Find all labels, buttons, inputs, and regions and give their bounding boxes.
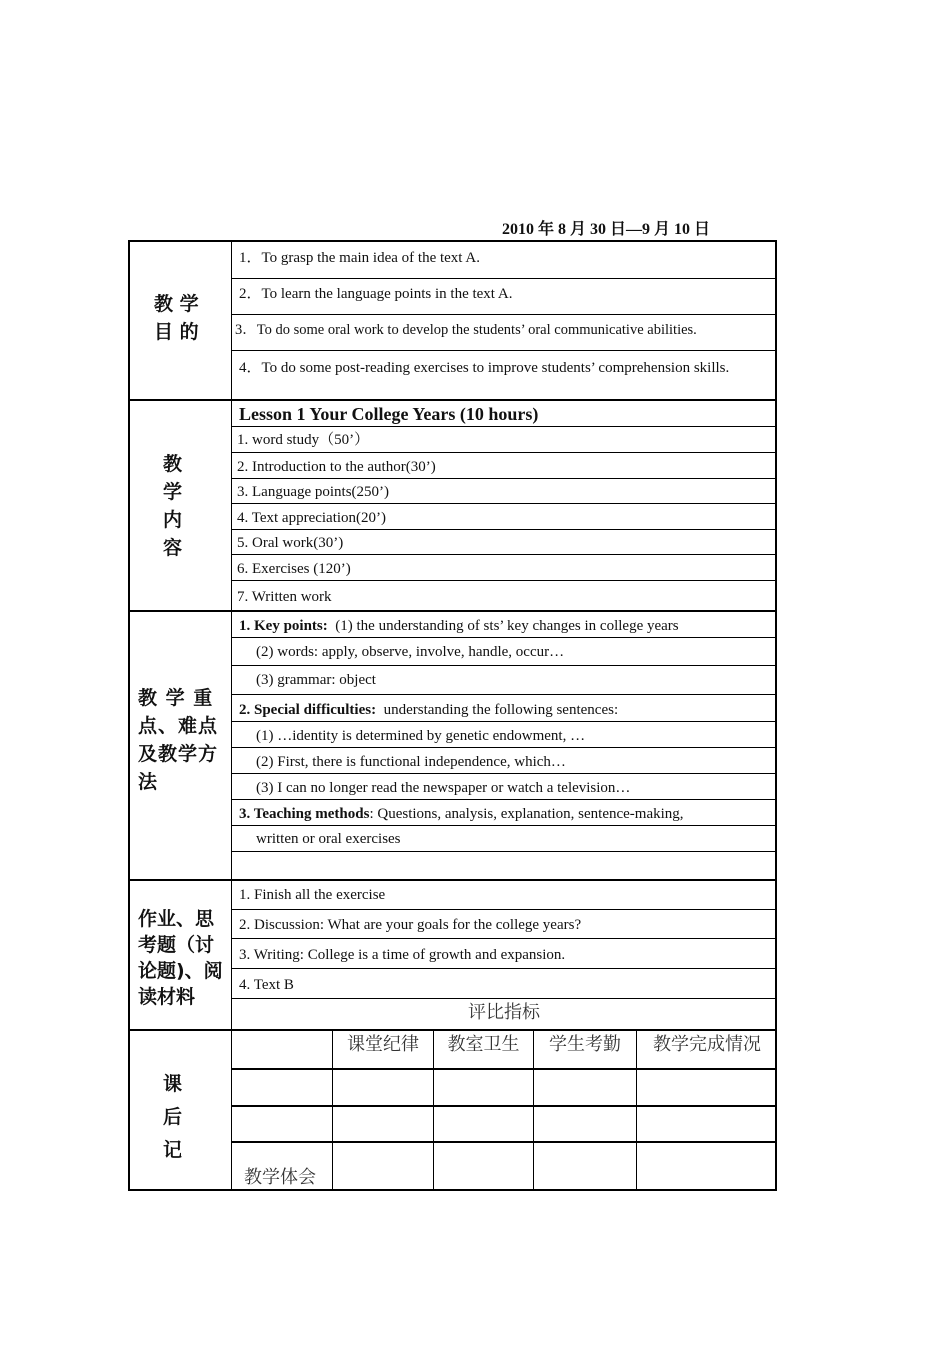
keypoints-line: 2. Special difficulties: understanding the following sentences: xyxy=(239,702,619,718)
eval-col-hygiene: 教室卫生 xyxy=(447,1034,520,1055)
content-item: 6. Exercises (120’) xyxy=(237,561,351,577)
objectives-label: 教 学 目 的 xyxy=(154,293,199,343)
keypoints-line: (3) grammar: object xyxy=(256,672,376,688)
column-divider xyxy=(231,242,232,1191)
eval-col-discipline: 课堂纪律 xyxy=(347,1034,419,1055)
evaluation-heading: 评比指标 xyxy=(468,1002,540,1023)
content-item: 7. Written work xyxy=(237,589,332,605)
keypoints-line: 3. Teaching methods: Questions, analysis, explanation, sentence-making, xyxy=(239,806,684,822)
lesson-title: Lesson 1 Your College Years (10 hours) xyxy=(239,404,539,424)
eval-col-attendance: 学生考勤 xyxy=(549,1034,621,1055)
content-item: 4. Text appreciation(20’) xyxy=(237,510,387,526)
homework-item: 2. Discussion: What are your goals for the college years? xyxy=(239,917,582,933)
keypoints-line: (2) First, there is functional independence, which… xyxy=(256,754,566,770)
afterclass-label: 课 后 记 xyxy=(163,1073,183,1161)
keypoints-line: (1) …identity is determined by genetic endowment, … xyxy=(256,728,586,744)
objective-item: 4．To do some post-reading exercises to improve students’ comprehension skills. xyxy=(239,360,730,376)
content-item: 2. Introduction to the author(30’) xyxy=(237,459,436,475)
objective-item: 1．To grasp the main idea of the text A. xyxy=(239,250,480,266)
homework-item: 1. Finish all the exercise xyxy=(239,887,386,903)
content-item: 5. Oral work(30’) xyxy=(237,535,344,551)
keypoints-line: 1. Key points: (1) the understanding of sts’ key changes in college years xyxy=(239,618,679,634)
content-label: 教 学 内 容 xyxy=(163,453,183,559)
content-item: 1. word study（50’） xyxy=(237,432,370,448)
objective-item: 3．To do some oral work to develop the students’ oral communicative abilities. xyxy=(235,322,697,338)
lesson-plan-table xyxy=(128,240,777,1191)
keypoints-line: (3) I can no longer read the newspaper or watch a television… xyxy=(256,780,631,796)
eval-col-completion: 教学完成情况 xyxy=(653,1034,761,1055)
teaching-reflection-label: 教学体会 xyxy=(244,1167,316,1188)
keypoints-line: written or oral exercises xyxy=(256,831,401,847)
keypoints-label: 教 学 重 点、难点 及教学方 法 xyxy=(138,687,219,793)
date-range: 2010 年 8 月 30 日—9 月 10 日 xyxy=(502,221,711,238)
homework-label: 作业、思 考题（讨 论题)、阅 读材料 xyxy=(138,908,223,1008)
content-item: 3. Language points(250’) xyxy=(237,484,390,500)
objective-item: 2．To learn the language points in the text A. xyxy=(239,286,513,302)
homework-item: 3. Writing: College is a time of growth and expansion. xyxy=(239,947,566,963)
keypoints-line: (2) words: apply, observe, involve, handle, occur… xyxy=(256,644,565,660)
homework-item: 4. Text B xyxy=(239,977,294,993)
